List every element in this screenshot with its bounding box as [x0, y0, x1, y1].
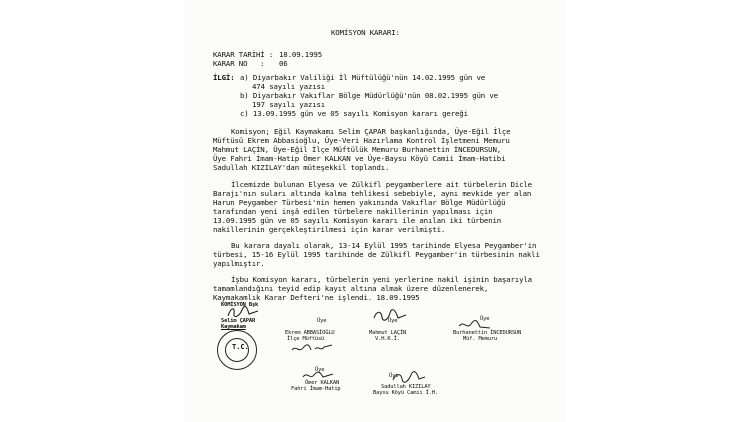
paragraph-1-line-1: Komisyon; Eğil Kaymakamı Selim ÇAPAR başkanlığında, Üye-Eğil İlçe	[231, 127, 511, 136]
member-3-role: Müf. Memuru	[463, 336, 498, 342]
member-2-name: Mahmut LAÇİN	[369, 330, 407, 336]
member-4-role: Fahri İmam-Hatip	[291, 386, 341, 392]
paragraph-3-line-3: yapılmıştır.	[213, 259, 265, 268]
paragraph-2-line-6: nakillerinin gerçekleştirilmesi için karar verilmişti.	[213, 225, 446, 234]
document-page	[185, 0, 565, 422]
ilgi-b-line1: b) Diyarbakır Vakıflar Bölge Müdürlüğü'nün 08.02.1995 gün ve	[240, 91, 498, 100]
member-5-name: Sadullah KIZILAY	[381, 384, 431, 390]
member-5-role: Baysu Köyü Camii İ.H.	[373, 390, 439, 396]
member-5-uye-label: Üye	[389, 373, 399, 379]
paragraph-2-line-5: 13.09.1995 gün ve 05 sayılı Komisyon kararı ile anılan iki türbenin	[213, 216, 502, 225]
document-title: KOMİSYON KARARI:	[331, 28, 400, 37]
paragraph-2-line-3: Harun Peygamber Türbesi'nin hemen yakınında Vakıflar Bölge Müdürlüğü	[213, 198, 506, 207]
paragraph-4-line-2: tamamlandığını teyid edip kayıt altına almak üzere düzenlenerek,	[213, 284, 489, 293]
paragraph-1-line-4: Üye Fahri İmam-Hatip Ömer KALKAN ve Üye-Baysu Köyü Camii İmam-Hatibi	[213, 154, 506, 163]
member-3-name: Burhanettin İNCEDURSUN	[453, 330, 522, 336]
paragraph-1-line-2: Müftüsü Ekrem Abbasioğlu, Üye-Veri Hazırlama Kontrol İşletmeni Memuru	[213, 136, 510, 145]
paragraph-2-line-1: İlcemizde bulunan Elyesa ve Zülkifl peygamberlere ait türbelerin Dicle	[231, 180, 532, 189]
karar-no-separator: :	[260, 59, 265, 68]
karar-no-label: KARAR NO	[213, 59, 248, 68]
member-3-uye-label: Üye	[480, 316, 490, 322]
head-signature-icon	[225, 305, 261, 319]
member-1-uye-label: Üye	[317, 318, 327, 324]
paragraph-2-line-2: Barajı'nın suları altında kalma tehlikesi sebebiyle, aynı mevkide yer alan	[213, 189, 532, 198]
ilgi-label: İLGİ:	[213, 73, 235, 82]
member-1-role: İlçe Müftüsü	[287, 336, 325, 342]
head-role: Kaymakam	[221, 324, 246, 330]
karar-tarihi-value: 18.09.1995	[279, 50, 322, 59]
paragraph-1-line-5: Sadullah KIZILAY'dan müteşekkil toplandı.	[213, 163, 390, 172]
member-4-uye-label: Üye	[315, 367, 325, 373]
ilgi-a-line1: a) Diyarbakır Valiliği İl Müftülüğü'nün 14.02.1995 gün ve	[240, 73, 486, 82]
member-2-role: V.H.K.İ.	[375, 336, 400, 342]
ilgi-b-line2: 197 sayılı yazısı	[252, 100, 326, 109]
paragraph-3-line-2: türbesi, 15-16 Eylül 1995 tarihinde de Zülkifl Peygamber'in türbesinin nakli	[213, 250, 540, 259]
paragraph-3-line-1: Bu karara dayalı olarak, 13-14 Eylül 1995 tarihinde Elyesa Peygamber'in	[231, 241, 537, 250]
member-5-signature-icon	[391, 370, 427, 384]
head-name: Selim ÇAPAR	[221, 318, 256, 324]
karar-tarihi-label: KARAR TARİHİ :	[213, 50, 274, 59]
paragraph-4-line-3: Kaymakamlık Karar Defteri'ne işlendi. 18.09.1995	[213, 293, 420, 302]
ilgi-a-line2: 474 sayılı yazısı	[252, 82, 326, 91]
karar-no-value: 06	[279, 59, 288, 68]
paragraph-4-line-1: İşbu Komisyon kararı, türbelerin yeni yerlerine nakil işinin başarıyla	[231, 275, 532, 284]
member-2-uye-label: Üye	[388, 318, 398, 324]
ilgi-c-line1: c) 13.09.1995 gün ve 05 sayılı Komisyon kararı gereği	[240, 109, 468, 118]
official-seal-icon: T.C.	[217, 330, 257, 370]
member-1-name: Ekrem ABBASİOĞLU	[285, 330, 335, 336]
paragraph-2-line-4: tarafından yeni inşâ edilen türbelere nakillerinin yapılması için	[213, 207, 493, 216]
member-4-name: Ömer KALKAN	[305, 380, 340, 386]
head-title: KOMİSYON Bşk	[221, 302, 259, 308]
member-1-signature-icon	[290, 341, 334, 355]
paragraph-1-line-3: Mahmut LAÇİN, Üye-Eğil İlçe Müftülük Memuru Burhanettin İNCEDURSUN,	[213, 145, 502, 154]
